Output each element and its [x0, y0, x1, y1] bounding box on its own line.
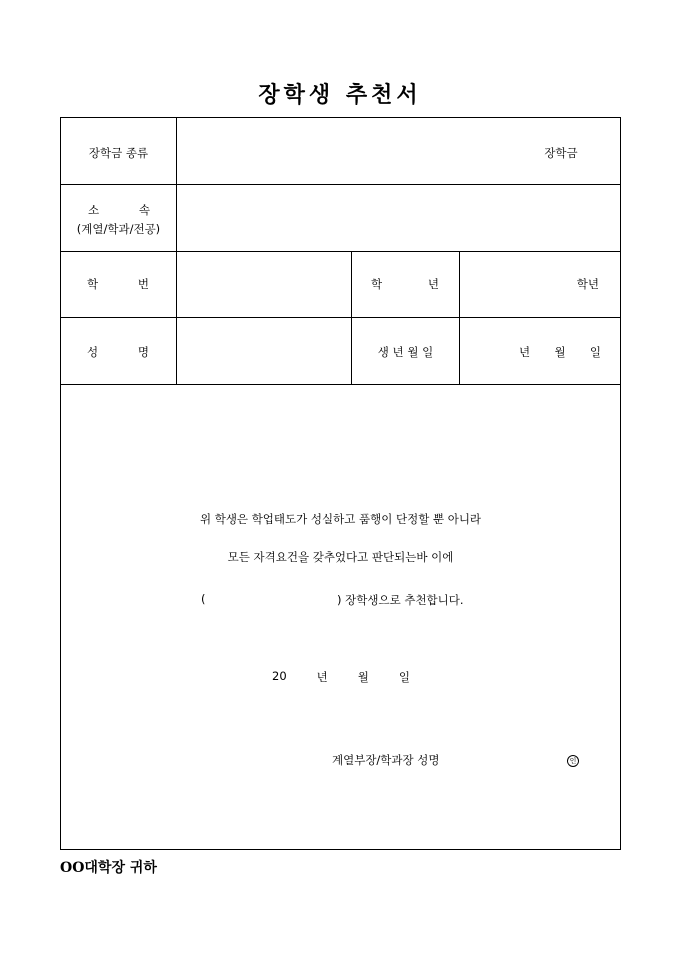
seal-mark	[567, 752, 579, 767]
name-label	[87, 344, 149, 360]
student-id-label-part: 번	[137, 277, 149, 291]
statement-line-1: 위 학생은 학업태도가 성실하고 품행이 단정할 뿐 아니라	[199, 512, 482, 526]
scholarship-type-label: 장학금 종류	[88, 146, 149, 160]
affiliation-label	[88, 202, 150, 218]
row-divider	[61, 384, 620, 385]
name-label-part: 명	[137, 345, 149, 359]
birth-day-label: 일	[589, 345, 601, 359]
year-suffix: 학년	[576, 277, 599, 291]
recommendation-paren-open: (	[201, 592, 206, 606]
student-id-field[interactable]	[177, 252, 351, 316]
affiliation-label-part: 소	[88, 203, 100, 217]
recommendation-form	[60, 117, 621, 850]
statement-line-2: 모든 자격요건을 갖추었다고 판단되는바 이에	[227, 550, 454, 564]
name-label-part: 성	[87, 345, 99, 359]
date-line	[272, 669, 410, 685]
birth-month-label: 월	[554, 345, 566, 359]
student-id-label	[87, 276, 149, 292]
year-label	[371, 276, 439, 292]
signature-label: 계열부장/학과장 성명	[332, 753, 440, 767]
date-month-label: 월	[357, 670, 369, 684]
document-title: 장학생 추천서	[258, 82, 422, 108]
year-label-part: 학	[371, 277, 383, 291]
birth-date-label: 생 년 월 일	[377, 345, 434, 359]
birth-year-label: 년	[519, 345, 531, 359]
column-divider	[459, 251, 460, 384]
scholarship-name-blank[interactable]	[237, 588, 331, 606]
recommendation-text: ) 장학생으로 추천합니다.	[337, 593, 464, 607]
affiliation-sublabel: (계열/학과/전공)	[76, 222, 161, 236]
scholarship-suffix: 장학금	[544, 146, 578, 160]
student-id-label-part: 학	[87, 277, 99, 291]
affiliation-field[interactable]	[177, 185, 620, 250]
affiliation-label-part: 속	[138, 203, 150, 217]
column-divider	[351, 251, 352, 384]
date-year-prefix: 20	[272, 669, 287, 683]
name-field[interactable]	[177, 318, 351, 383]
seal-icon: 인	[567, 755, 579, 767]
date-day-label: 일	[398, 670, 410, 684]
birth-date-parts	[519, 344, 601, 360]
date-year-label: 년	[316, 670, 328, 684]
addressee: OO대학장 귀하	[60, 860, 157, 876]
year-label-part: 년	[427, 277, 439, 291]
